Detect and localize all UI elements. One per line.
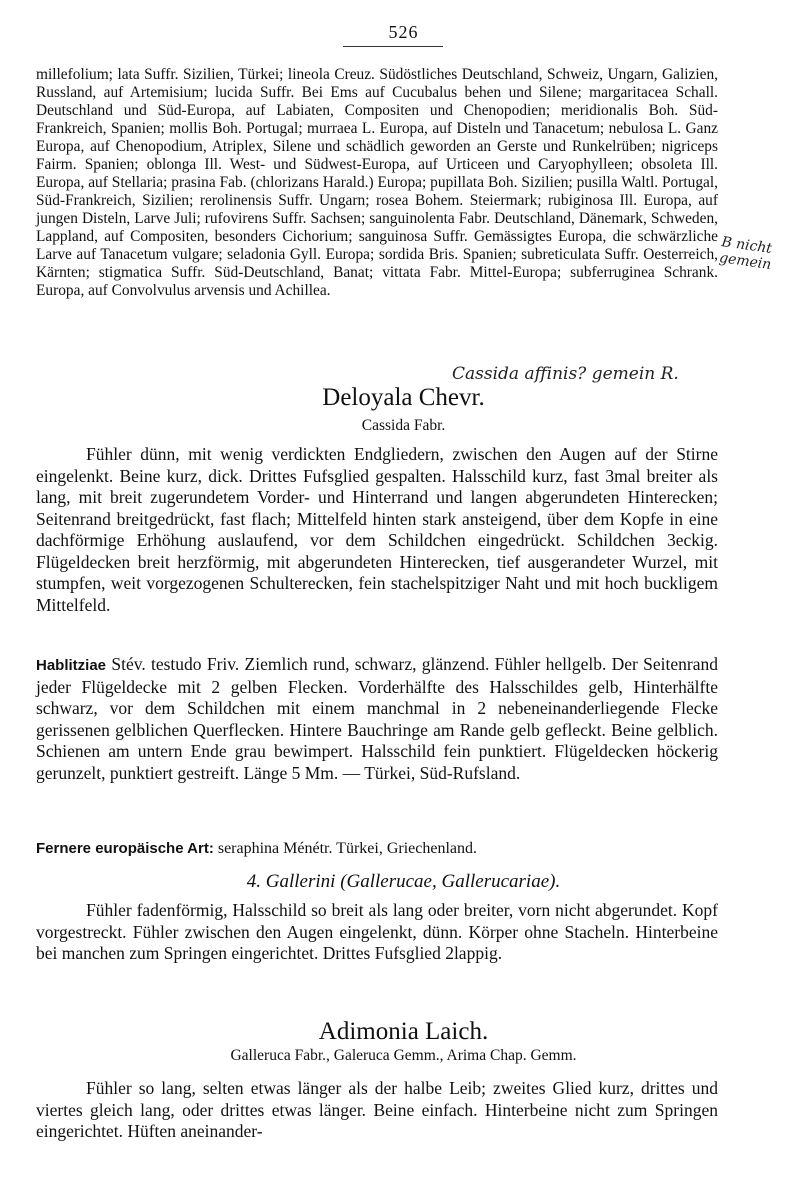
section-description-gallerini: Fühler fadenförmig, Halsschild so breit als lang oder breiter, vorn nicht abgerundet. Kopf vorgestreckt. Fühler zwischen den Augen eingelenkt, dünn. Körper ohne Stacheln. Hinterbeine bei manchen zum Springen eingerichtet. Drittes Fufsglied 2lappig. (36, 900, 718, 963)
genus-title-adimonia: Adimonia Laich. (318, 1018, 489, 1045)
genus-title-deloyala: Deloyala Chevr. (322, 384, 485, 411)
margin-handwritten-note: B nicht gemein (718, 234, 773, 274)
page-number: 526 (388, 22, 419, 42)
species-name: Hablitziae (36, 657, 107, 674)
further-species-label: Fernere europäische Art: (36, 840, 214, 857)
species-description: Stév. testudo Friv. Ziemlich rund, schwarz, glänzend. Fühler hellgelb. Der Seitenrand jeder Flügeldecke mit 2 gelben Flecken. Vorderhälfte des Halsschildes gelb, Hinterhälfte schwarz, vor dem Schildchen mit einem manchmal in 2 nebeneinanderliegende Flecke gerissenen gelblichen Querflecken. Hintere Bauchringe am Rande gelb gefleckt. Beine gelblich. Schienen am untern Ende grau bewimpert. Halsschild fein punktiert. Flügeldecken höckerig gerunzelt, punktiert gestreift. Länge 5 Mm. — Türkei, Süd-Rufsland. (36, 654, 719, 783)
genus-description-adimonia: Fühler so lang, selten etwas länger als der halbe Leib; zweites Glied kurz, drittes und viertes gleich lang, oder drittes etwas länger. Beine einfach. Hinterbeine nicht zum Springen eingerichtet. Hüften aneinander- (36, 1078, 718, 1141)
handwritten-note: Cassida affinis? gemein R. (452, 364, 679, 384)
further-species-line (36, 840, 718, 858)
genus-synonym-adimonia: Galleruca Fabr., Galeruca Gemm., Arima Chap. Gemm. (230, 1047, 577, 1064)
species-list-paragraph: millefolium; lata Suffr. Sizilien, Türkei; lineola Creuz. Südöstliches Deutschland, Schweiz, Ungarn, Galizien, Russland, auf Artemisium; lucida Suffr. Bei Ems auf Cucubalus behen und Silene; margaritacea Schall. Deutschland und Süd-Europa, auf Labiaten, Compositen und Chenopodien; meridionalis Boh. Süd-Frankreich, Spanien; mollis Boh. Portugal; murraea L. Europa, auf Disteln und Tanacetum; nebulosa L. Ganz Europa, auf Chenopodium, Atriplex, Silene und schädlich geworden an Gerste und Runkelrüben; nigriceps Fairm. Spanien; oblonga Ill. West- und Südwest-Europa, auf Urticeen und Caryophylleen; obsoleta Ill. Europa, auf Stellaria; prasina Fab. (chlorizans Harald.) Europa; pupillata Boh. Sizilien; pusilla Waltl. Portugal, Süd-Frankreich, Sizilien; rerolinensis Suffr. Ungarn; rosea Bohem. Steiermark; rubiginosa Ill. Europa, auf jungen Disteln, Larve Juli; rufovirens Suffr. Sachsen; sanguinolenta Fabr. Deutschland, Dänemark, Schweden, Lappland, auf Compositen, besonders Cichorium; sanguinosa Suffr. Gemässigtes Europa, die schwärzliche Larve auf Tanacetum vulgare; seladonia Gyll. Europa; sordida Bris. Spanien; subreticulata Suffr. Oesterreich, Kärnten; stigmatica Suffr. Süd-Deutschland, Banat; vittata Fabr. Mittel-Europa; subferruginea Schrank. Europa, auf Convolvulus arvensis und Achillea. (36, 66, 718, 299)
genus-description-deloyala: Fühler dünn, mit wenig verdickten Endgliedern, zwischen den Augen auf der Stirne eingelenkt. Beine kurz, dick. Drittes Fufsglied gespalten. Halsschild kurz, fast 3mal breiter als lang, mit breit zugerundetem Vorder- und Hinterrand und langen abgerundeten Hinterecken; Seitenrand breitgedrückt, fast flach; Mittelfeld hinten stark ansteigend, über dem Kopfe in eine dachförmige Erhöhung auslaufend, vor dem Schildchen eingedrückt. Schildchen 3eckig. Flügeldecken breit herzförmig, mit abgerundeten Hinterecken, tief ausgerandeter Wurzel, mit stumpfen, weit vorgezogenen Schulterecken, fein stachelspitziger Naht und mit hoch buckligem Mittelfeld. (36, 444, 718, 615)
species-entry-hablitziae (36, 654, 718, 784)
genus-synonym-deloyala: Cassida Fabr. (361, 417, 446, 434)
further-species-text: seraphina Ménétr. Türkei, Griechenland. (217, 840, 478, 857)
header-rule (343, 46, 443, 47)
section-title-gallerini: 4. Gallerini (Gallerucae, Gallerucariae). (246, 871, 561, 892)
